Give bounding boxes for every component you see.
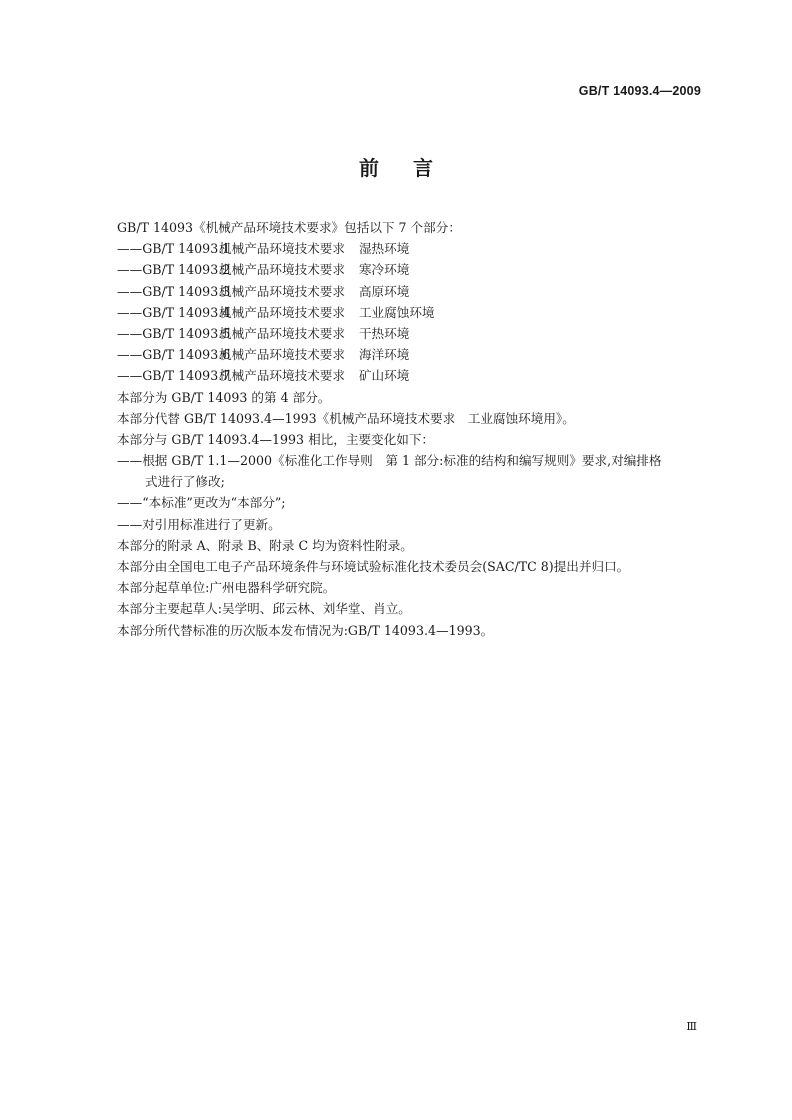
part-env: 海洋环境 xyxy=(358,347,410,363)
part-name: 机械产品环境技术要求 xyxy=(219,241,345,257)
part-name: 机械产品环境技术要求 xyxy=(219,262,345,278)
part-number: ——GB/T 14093.7 xyxy=(117,368,231,384)
paragraph-drafters: 本部分主要起草人:吴学明、邱云林、刘华堂、肖立。 xyxy=(117,601,411,617)
paragraph-drafting-unit: 本部分起草单位:广州电器科学研究院。 xyxy=(117,580,336,596)
part-name: 机械产品环境技术要求 xyxy=(219,304,345,320)
part-list-item xyxy=(117,323,707,344)
paragraph-proposed-by: 本部分由全国电工电子产品环境条件与环境试验标准化技术委员会(SAC/TC 8)提出并归口。 xyxy=(117,559,630,574)
part-name: 机械产品环境技术要求 xyxy=(219,368,345,384)
part-env: 矿山环境 xyxy=(358,368,410,384)
change-item-line: ——“本标准”更改为“本部分”; xyxy=(117,495,286,511)
part-env: 寒冷环境 xyxy=(358,262,410,278)
change-item-line: ——对引用标准进行了更新。 xyxy=(117,516,281,532)
part-number: ——GB/T 14093.3 xyxy=(117,283,231,299)
part-list-item xyxy=(117,281,707,302)
page-title: 前言 xyxy=(359,156,467,180)
paragraph-replaces: 本部分代替 GB/T 14093.4—1993《机械产品环境技术要求 工业腐蚀环境用》。 xyxy=(117,410,575,426)
paragraph-history: 本部分所代替标准的历次版本发布情况为:GB/T 14093.4—1993。 xyxy=(117,622,494,638)
part-list-item xyxy=(117,259,707,280)
part-number: ——GB/T 14093.2 xyxy=(117,262,231,278)
page-number: Ⅲ xyxy=(686,1020,696,1033)
part-list-item xyxy=(117,344,707,365)
part-list-item xyxy=(117,365,707,386)
standard-code-header: GB/T 14093.4—2009 xyxy=(578,84,701,98)
part-number: ——GB/T 14093.4 xyxy=(117,304,231,320)
change-item-line: ——根据 GB/T 1.1—2000《标准化工作导则 第 1 部分:标准的结构和编写规则》要求,对编排格 xyxy=(117,453,662,469)
paragraph-annexes: 本部分的附录 A、附录 B、附录 C 均为资料性附录。 xyxy=(117,537,413,553)
part-env: 干热环境 xyxy=(358,325,410,341)
paragraph-part-of: 本部分为 GB/T 14093 的第 4 部分。 xyxy=(117,389,331,405)
part-name: 机械产品环境技术要求 xyxy=(219,347,345,363)
part-env: 高原环境 xyxy=(358,283,410,299)
foreword-body xyxy=(117,217,707,641)
part-name: 机械产品环境技术要求 xyxy=(219,325,345,341)
part-number: ——GB/T 14093.6 xyxy=(117,347,231,363)
intro-paragraph: GB/T 14093《机械产品环境技术要求》包括以下 7 个部分： xyxy=(117,220,461,235)
part-env: 工业腐蚀环境 xyxy=(358,304,435,320)
part-list-item xyxy=(117,302,707,323)
paragraph-changes-intro: 本部分与 GB/T 14093.4—1993 相比，主要变化如下： xyxy=(117,431,435,447)
part-number: ——GB/T 14093.1 xyxy=(117,241,231,257)
part-list-item xyxy=(117,238,707,259)
part-env: 湿热环境 xyxy=(358,241,410,257)
part-number: ——GB/T 14093.5 xyxy=(117,325,231,341)
change-item-continuation: 式进行了修改; xyxy=(145,474,225,490)
part-name: 机械产品环境技术要求 xyxy=(219,283,345,299)
